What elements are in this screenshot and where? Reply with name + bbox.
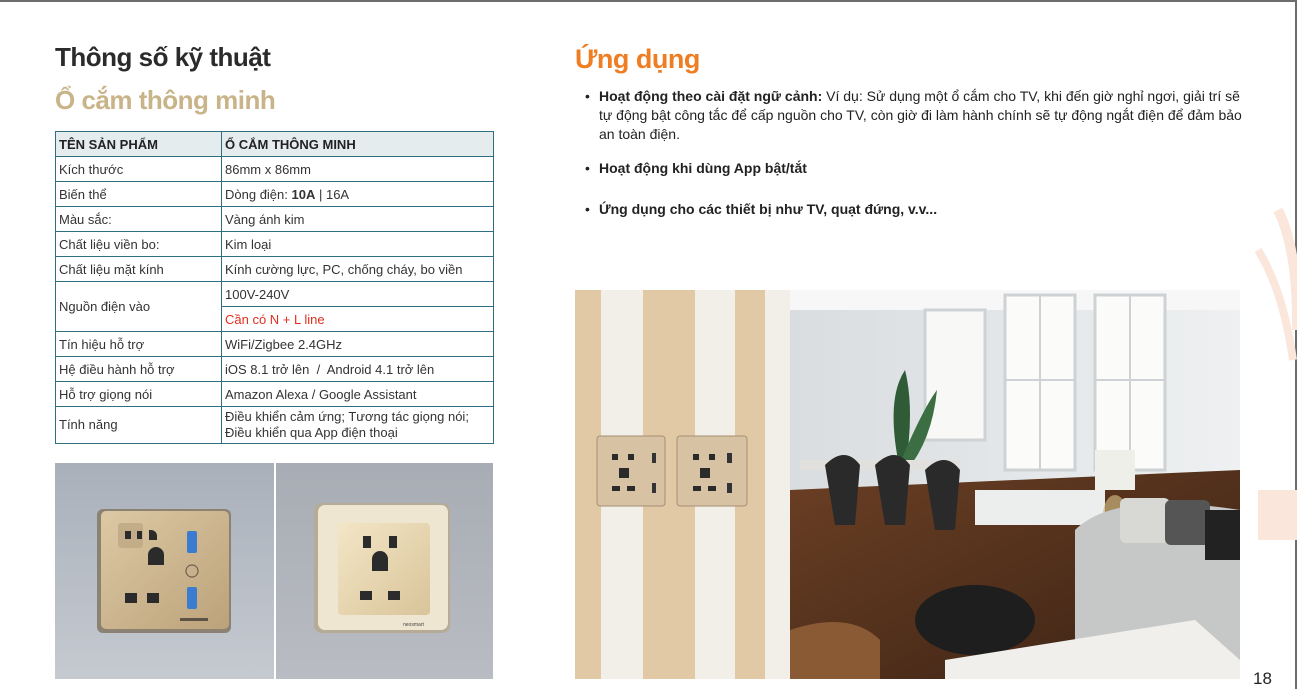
product-subtitle: Ổ cắm thông minh [55, 85, 276, 115]
value-line: Điều khiển cảm ứng; Tương tác giọng nói; [225, 409, 469, 424]
top-border [0, 0, 1297, 2]
row-label: Chất liệu viền bo: [56, 232, 222, 257]
row-value: Kính cường lực, PC, chống cháy, bo viền [222, 257, 494, 282]
table-row [56, 332, 494, 357]
value-prefix: Dòng điện: [225, 186, 292, 202]
application-list [585, 87, 1245, 219]
list-item-bold: Ứng dụng cho các thiết bị như TV, quạt đứng, v.v... [599, 201, 938, 217]
row-value: WiFi/Zigbee 2.4GHz [222, 332, 494, 357]
table-row [56, 357, 494, 382]
row-label: Tính năng [56, 407, 222, 444]
value-line: Điều khiển qua App điện thoại [225, 425, 398, 440]
brand-label: neosmart [403, 622, 424, 628]
product-photo [55, 463, 493, 679]
list-item [585, 87, 1245, 144]
watermark-logo [1238, 190, 1297, 550]
row-value: 100V-240V [222, 282, 494, 307]
table-row [56, 257, 494, 282]
value-bold: 10A [291, 186, 316, 202]
page-number: 18 [1253, 669, 1272, 688]
table-row [56, 382, 494, 407]
row-label: Nguồn điện vào [56, 282, 222, 332]
row-value: Kim loại [222, 232, 494, 257]
table-header-cell: TÊN SẢN PHẨM [56, 132, 222, 157]
table-row [56, 182, 494, 207]
table-row [56, 157, 494, 182]
row-value: Amazon Alexa / Google Assistant [222, 382, 494, 407]
list-item [585, 200, 1245, 219]
row-label: Chất liệu mặt kính [56, 257, 222, 282]
row-label: Kích thước [56, 157, 222, 182]
value-suffix: | 16A [315, 186, 350, 202]
row-label: Hệ điều hành hỗ trợ [56, 357, 222, 382]
row-value: Vàng ánh kim [222, 207, 494, 232]
row-value-note: Cần có N + L line [222, 307, 494, 332]
table-row [56, 232, 494, 257]
page-title: Thông số kỹ thuật [55, 42, 271, 72]
table-row [56, 407, 494, 444]
row-value: iOS 8.1 trở lên / Android 4.1 trở lên [222, 357, 494, 382]
list-item-bold: Hoạt động khi dùng App bật/tắt [599, 160, 807, 176]
row-value [222, 407, 494, 444]
list-item [585, 159, 1245, 178]
table-row [56, 207, 494, 232]
room-photo [575, 290, 1240, 679]
table-header-cell: Ổ CẮM THÔNG MINH [222, 132, 494, 157]
list-item-bold: Hoạt động theo cài đặt ngữ cảnh: [599, 88, 823, 104]
specs-table [55, 131, 494, 444]
application-title: Ứng dụng [575, 44, 700, 74]
row-label: Màu sắc: [56, 207, 222, 232]
row-label: Tín hiệu hỗ trợ [56, 332, 222, 357]
table-row [56, 282, 494, 307]
row-label: Biến thể [56, 182, 222, 207]
row-label: Hỗ trợ giọng nói [56, 382, 222, 407]
list-item-text: Ví dụ: Sử dụng một ổ cắm cho TV, khi đến giờ nghỉ ngơi, giải trí sẽ tự động bật công tắc để cấp nguồn cho TV, còn giờ đi làm hành chính sẽ tự động ngắt điện để đảm bảo an toàn điện. [599, 88, 1242, 142]
table-header-row [56, 132, 494, 157]
row-value: 86mm x 86mm [222, 157, 494, 182]
row-value [222, 182, 494, 207]
